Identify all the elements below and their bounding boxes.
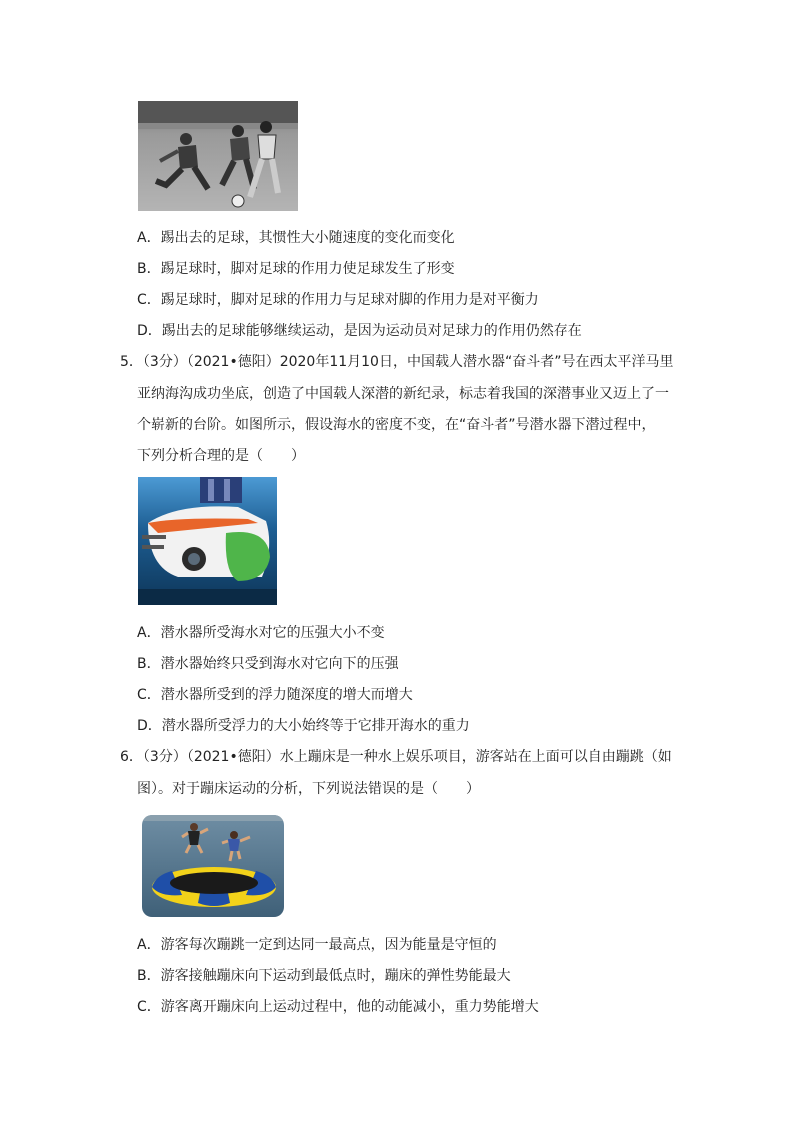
q4-option-a: A．踢出去的足球，其惯性大小随速度的变化而变化 xyxy=(137,230,455,246)
soccer-photo xyxy=(138,101,298,211)
q5-option-c: C．潜水器所受到的浮力随深度的增大而增大 xyxy=(137,687,413,703)
q6-stem-line-2: 图）。对于蹦床运动的分析，下列说法错误的是（ ） xyxy=(137,781,480,797)
q5-option-d: D．潜水器所受浮力的大小始终等于它排开海水的重力 xyxy=(137,718,470,734)
q5-option-b: B．潜水器始终只受到海水对它向下的压强 xyxy=(137,656,399,672)
q6-option-a: A．游客每次蹦跳一定到达同一最高点，因为能量是守恒的 xyxy=(137,937,497,953)
q5-stem-line-1: 5．（3分）（2021•德阳）2020年11月10日，中国载人潜水器“奋斗者”号在西太平洋马里 xyxy=(120,354,674,370)
q6-stem-line-1: 6．（3分）（2021•德阳）水上蹦床是一种水上娱乐项目，游客站在上面可以自由蹦跳（如 xyxy=(120,749,672,765)
submersible-photo xyxy=(138,477,277,605)
q5-stem-line-2: 亚纳海沟成功坐底，创造了中国载人深潜的新纪录，标志着我国的深潜事业又迈上了一 xyxy=(137,386,669,402)
trampoline-photo xyxy=(142,815,284,917)
q4-option-c: C．踢足球时，脚对足球的作用力与足球对脚的作用力是对平衡力 xyxy=(137,292,539,308)
q6-option-c: C．游客离开蹦床向上运动过程中，他的动能减小，重力势能增大 xyxy=(137,999,539,1015)
q5-stem-line-3: 个崭新的台阶。如图所示，假设海水的密度不变，在“奋斗者”号潜水器下潜过程中， xyxy=(137,417,656,433)
q6-option-b: B．游客接触蹦床向下运动到最低点时，蹦床的弹性势能最大 xyxy=(137,968,511,984)
q4-option-b: B．踢足球时，脚对足球的作用力使足球发生了形变 xyxy=(137,261,455,277)
q5-option-a: A．潜水器所受海水对它的压强大小不变 xyxy=(137,625,385,641)
q5-stem-line-4: 下列分析合理的是（ ） xyxy=(137,448,305,464)
q4-option-d: D．踢出去的足球能够继续运动，是因为运动员对足球力的作用仍然存在 xyxy=(137,323,582,339)
